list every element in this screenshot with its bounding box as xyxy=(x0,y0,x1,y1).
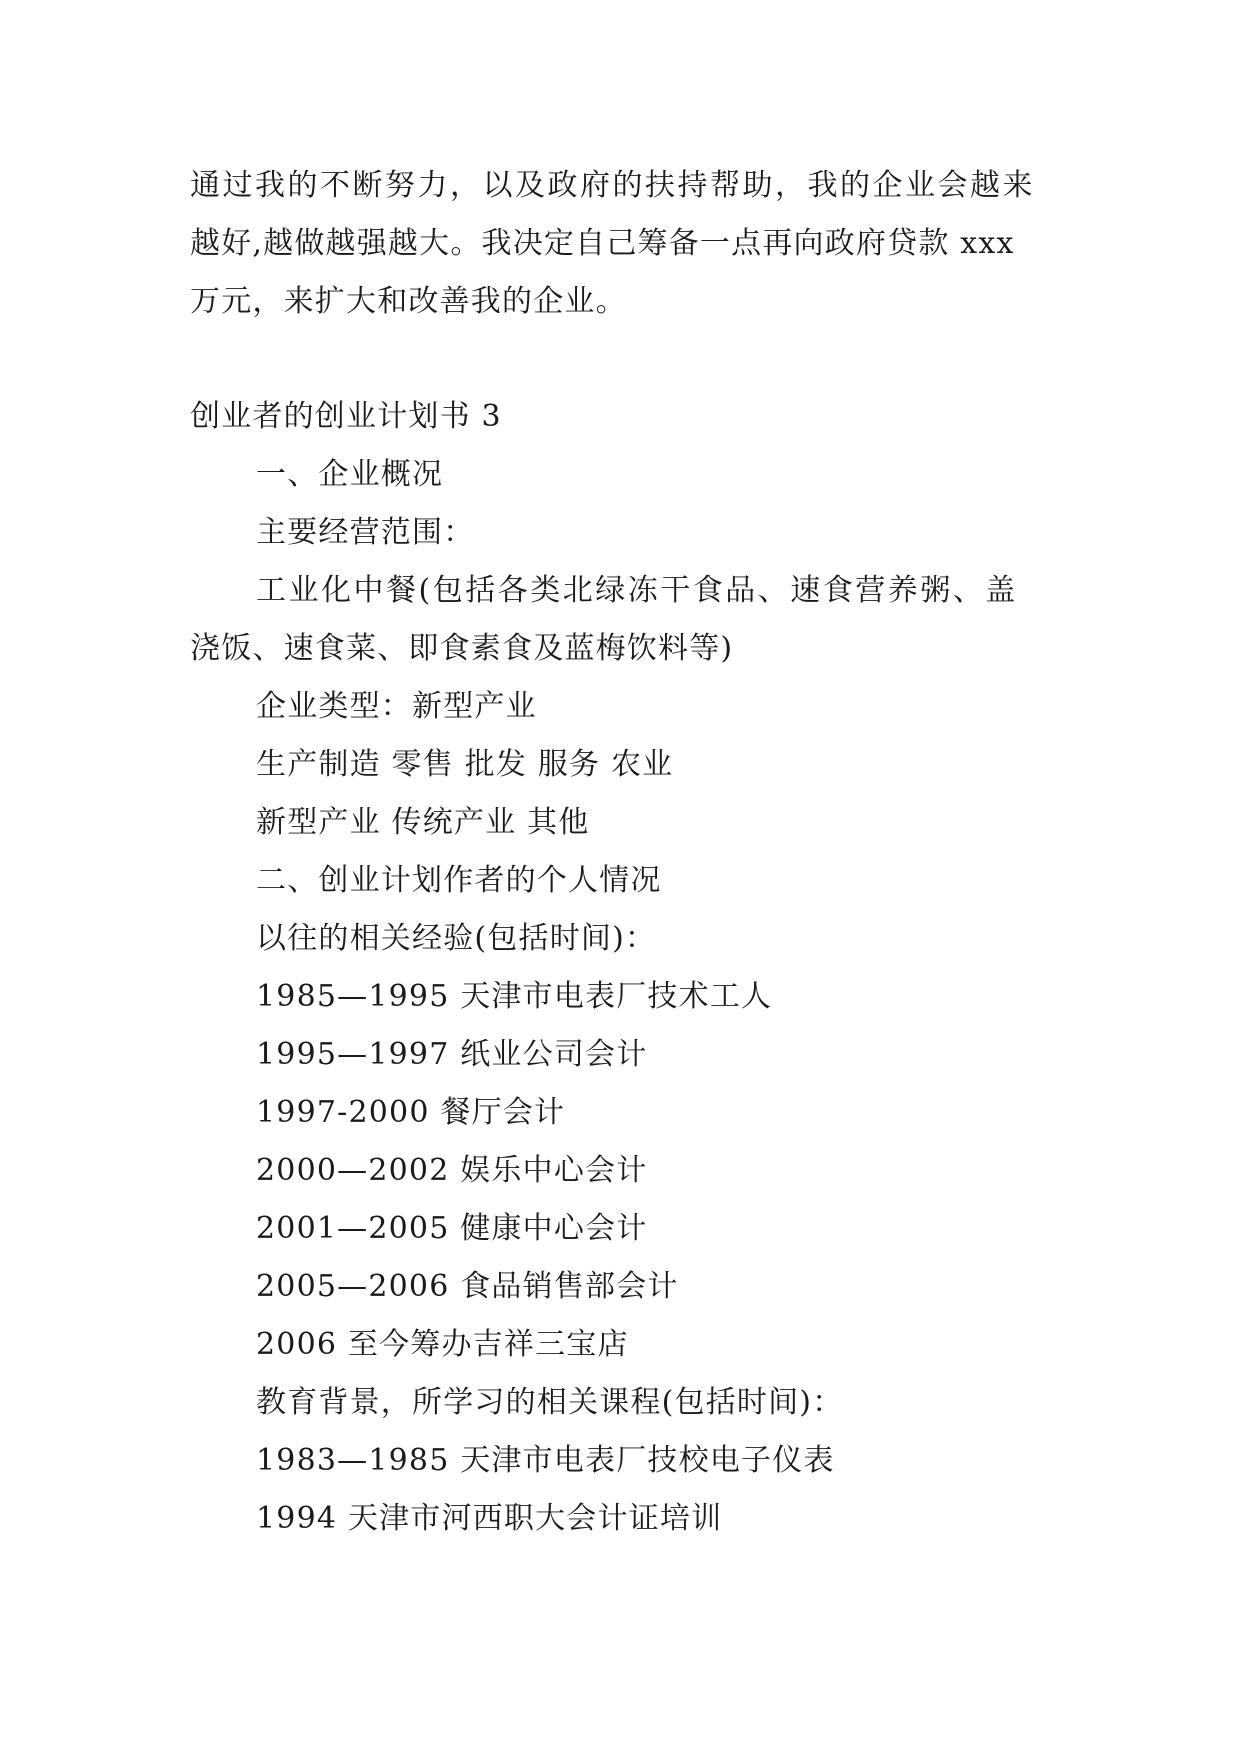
heading-enterprise-overview: 一、企业概况 xyxy=(256,457,444,492)
body-line: 浇饭、速食菜、即食素食及蓝梅饮料等) xyxy=(190,631,734,666)
body-line: 以往的相关经验(包括时间)： xyxy=(256,921,657,956)
experience-item: 2005—2006 食品销售部会计 xyxy=(256,1269,679,1304)
education-item: 1994 天津市河西职大会计证培训 xyxy=(256,1501,723,1536)
body-line: 主要经营范围： xyxy=(256,515,475,550)
experience-item: 2000—2002 娱乐中心会计 xyxy=(256,1153,648,1188)
body-line: 新型产业 传统产业 其他 xyxy=(256,805,590,840)
section-title: 创业者的创业计划书 3 xyxy=(190,399,502,434)
body-line: 企业类型：新型产业 xyxy=(256,689,537,724)
experience-item: 1985—1995 天津市电表厂技术工人 xyxy=(256,979,773,1014)
experience-item: 2006 至今筹办吉祥三宝店 xyxy=(256,1327,629,1362)
body-line: 教育背景，所学习的相关课程(包括时间)： xyxy=(256,1385,844,1420)
body-line: 工业化中餐(包括各类北绿冻干食品、速食营养粥、盖 xyxy=(256,573,1018,608)
body-line: 生产制造 零售 批发 服务 农业 xyxy=(256,747,674,782)
paragraph-line: 通过我的不断努力，以及政府的扶持帮助，我的企业会越来 xyxy=(190,168,1035,203)
paragraph-line: 越好,越做越强越大。我决定自己筹备一点再向政府贷款 xxx xyxy=(190,226,1015,261)
heading-author-profile: 二、创业计划作者的个人情况 xyxy=(256,863,662,898)
paragraph-line: 万元，来扩大和改善我的企业。 xyxy=(190,284,627,319)
experience-item: 1995—1997 纸业公司会计 xyxy=(256,1037,648,1072)
experience-item: 2001—2005 健康中心会计 xyxy=(256,1211,648,1246)
education-item: 1983—1985 天津市电表厂技校电子仪表 xyxy=(256,1443,835,1478)
experience-item: 1997-2000 餐厅会计 xyxy=(256,1095,566,1130)
